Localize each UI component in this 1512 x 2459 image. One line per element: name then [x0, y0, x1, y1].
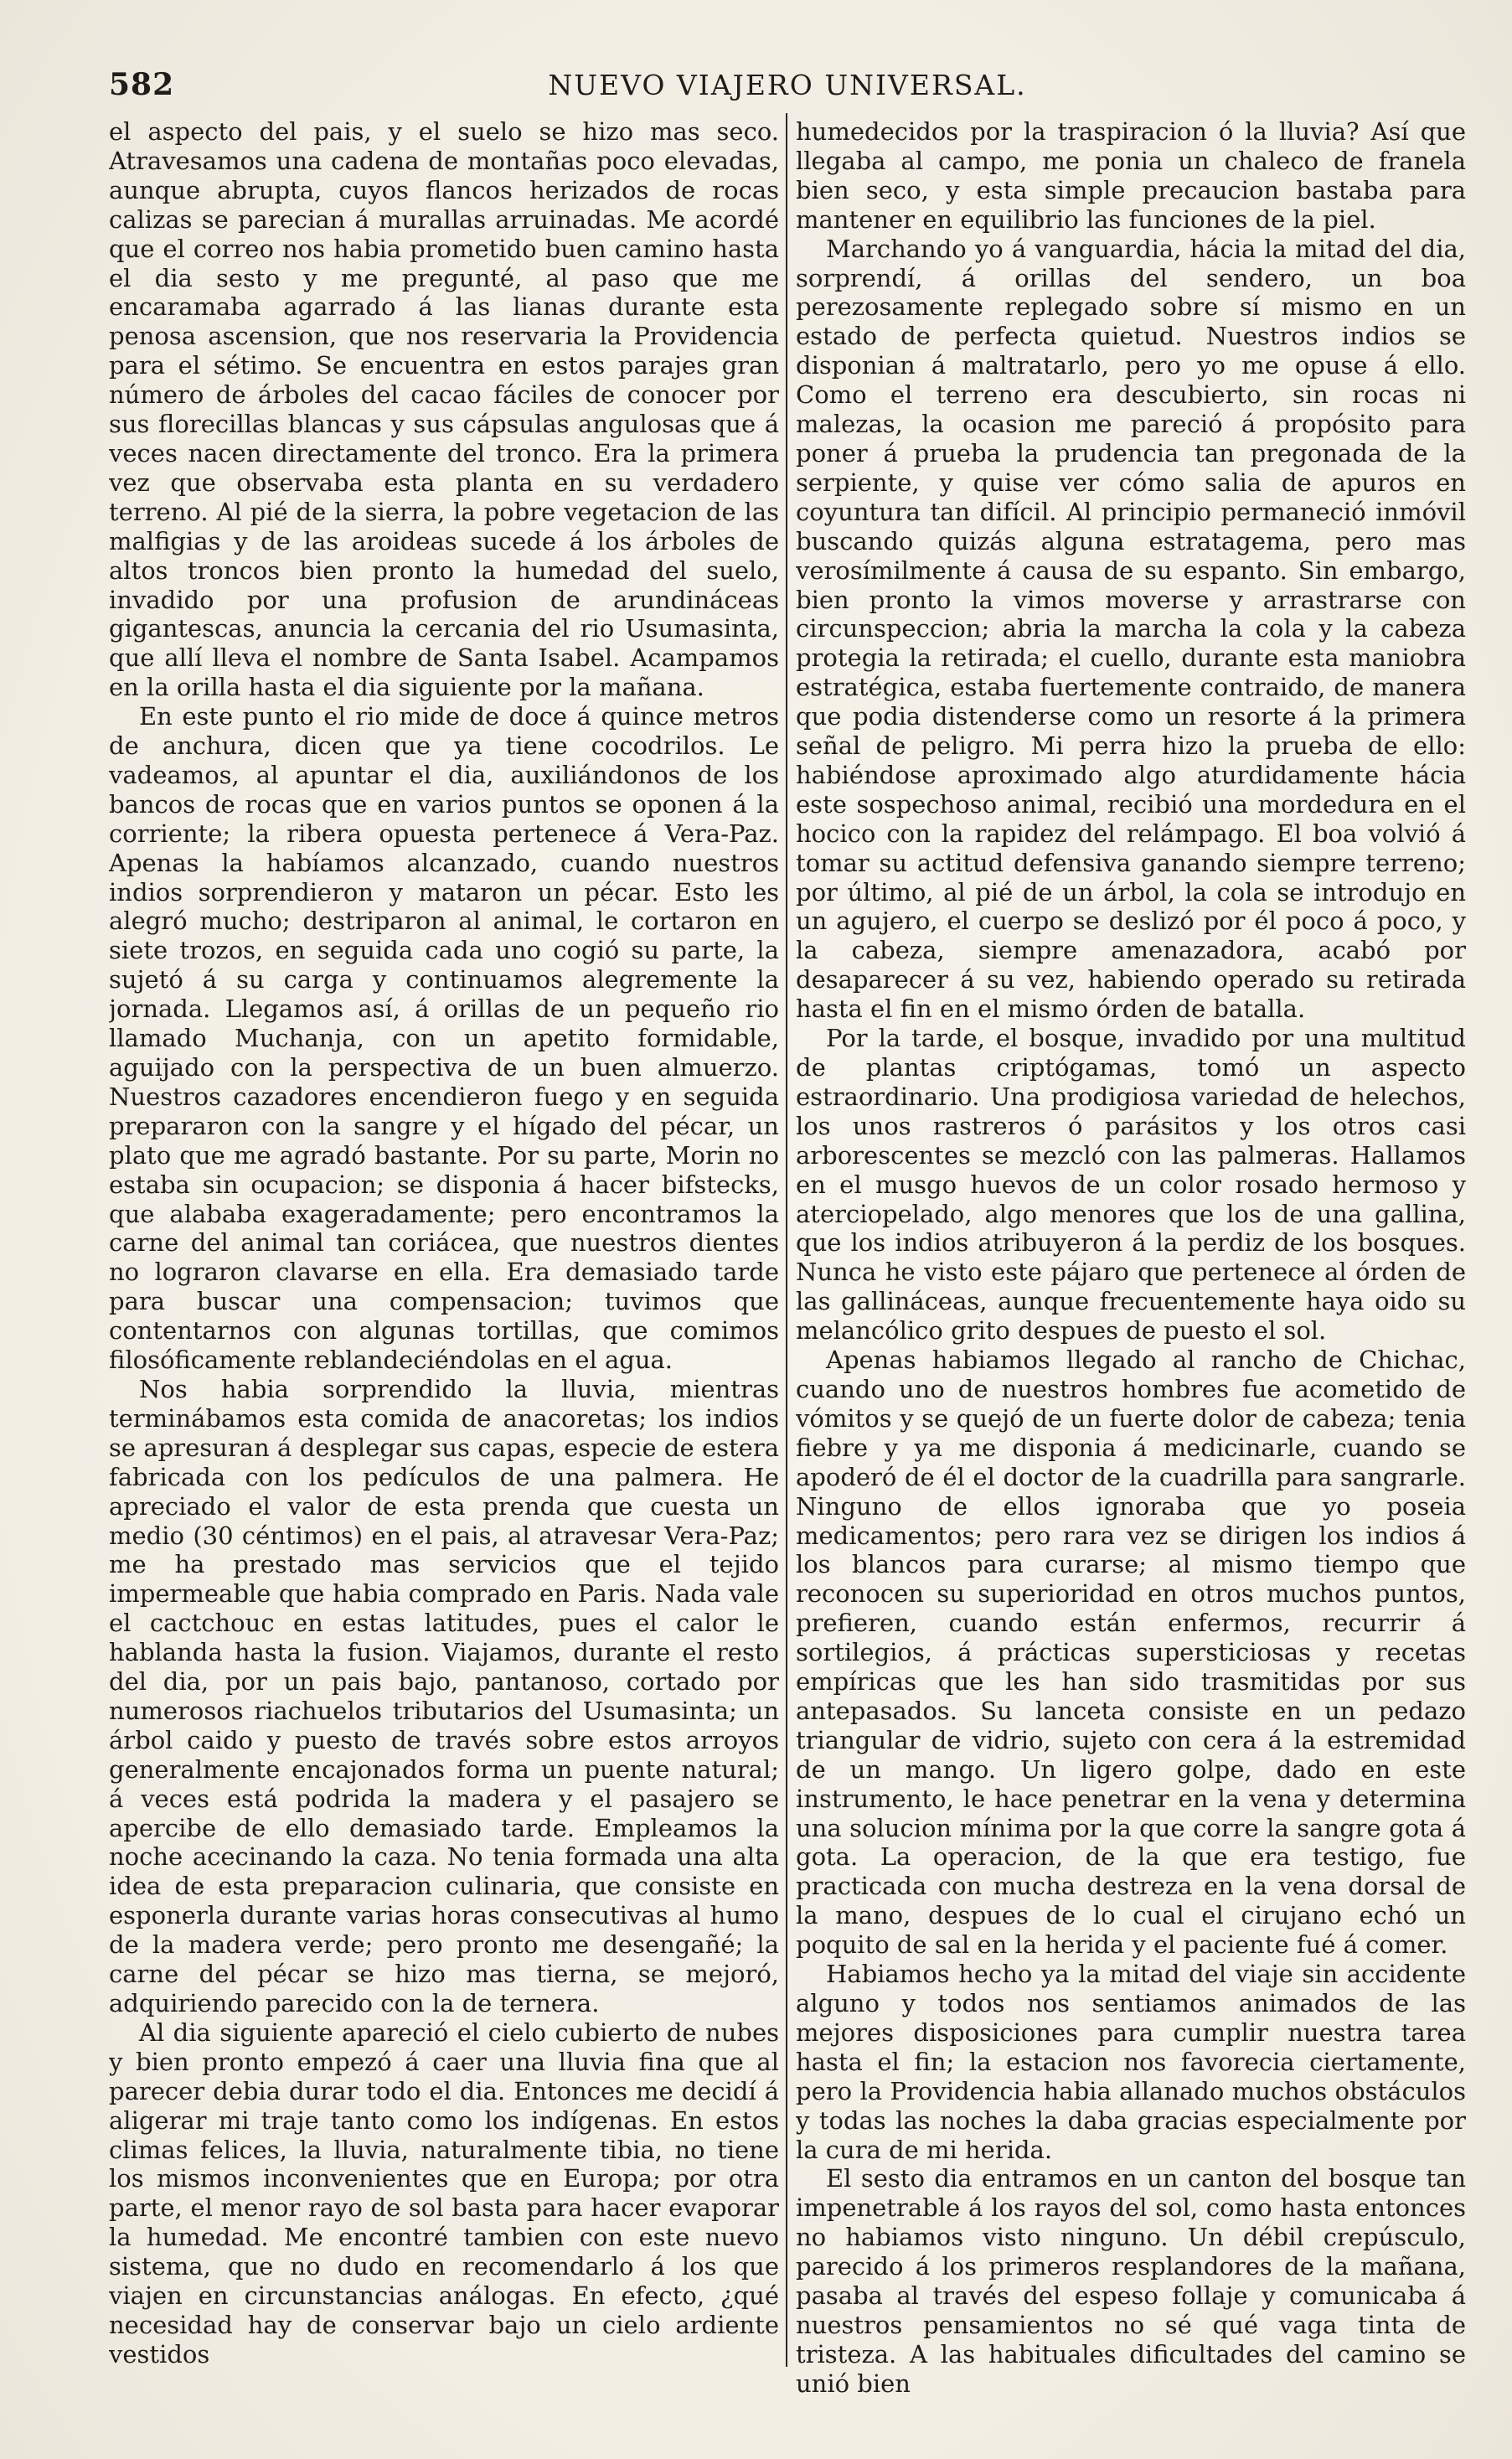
paragraph: Habiamos hecho ya la mitad del viaje sin accidente alguno y todos nos sentiamos animados de las mejores disposiciones para cumplir nuestra tarea hasta el fin; la estacion nos favorecia ciertamente, pero la Providencia habia allanado muchos obstáculos y todas las noches la daba gracias especialmente por la cura de mi herida.	[796, 1960, 1466, 2164]
paragraph: Por la tarde, el bosque, invadido por una multitud de plantas criptógamas, tomó un aspecto estraordinario. Una prodigiosa variedad de helechos, los unos rastreros ó parásitos y los otros casi arborescentes se mezcló con las palmeras. Hallamos en el musgo huevos de un color rosado hermoso y aterciopelado, algo menores que los de una gallina, que los indios atribuyeron á la perdiz de los bosques. Nunca he visto este pájaro que pertenece al órden de las gallináceas, aunque frecuentemente haya oido su melancólico grito despues de puesto el sol.	[796, 1024, 1466, 1346]
column-divider	[786, 113, 787, 2367]
left-column	[109, 117, 779, 2430]
right-column	[796, 117, 1466, 2430]
paragraph: humedecidos por la traspiracion ó la lluvia? Así que llegaba al campo, me ponia un chaleco de franela bien seco, y esta simple precaucion bastaba para mantener en equilibrio las funciones de la piel.	[796, 117, 1466, 234]
paragraph: el aspecto del pais, y el suelo se hizo mas seco. Atravesamos una cadena de montañas poco elevadas, aunque abrupta, cuyos flancos herizados de rocas calizas se parecian á murallas arruinadas. Me acordé que el correo nos habia prometido buen camino hasta el dia sesto y me pregunté, al paso que me encaramaba agarrado á las lianas durante esta penosa ascension, que nos reservaria la Providencia para el sétimo. Se encuentra en estos parajes gran número de árboles del cacao fáciles de conocer por sus florecillas blancas y sus cápsulas angulosas que á veces nacen directamente del tronco. Era la primera vez que observaba esta planta en su verdadero terreno. Al pié de la sierra, la pobre vegetacion de las malfigias y de las aroideas sucede á los árboles de altos troncos bien pronto la humedad del suelo, invadido por una profusion de arundináceas gigantescas, anuncia la cercania del rio Usumasinta, que allí lleva el nombre de Santa Isabel. Acampamos en la orilla hasta el dia siguiente por la mañana.	[109, 117, 779, 702]
paragraph: El sesto dia entramos en un canton del bosque tan impenetrable á los rayos del sol, como hasta entonces no habiamos visto ninguno. Un débil crepúsculo, parecido á los primeros resplandores de la mañana, pasaba al través del espeso follaje y comunicaba á nuestros pensamientos no sé qué vaga tinta de tristeza. A las habituales dificultades del camino se unió bien	[796, 2164, 1466, 2398]
page-number: 582	[109, 67, 175, 102]
paragraph: En este punto el rio mide de doce á quince metros de anchura, dicen que ya tiene cocodrilos. Le vadeamos, al apuntar el dia, auxiliándonos de los bancos de rocas que en varios puntos se oponen á la corriente; la ribera opuesta pertenece á Vera-Paz. Apenas la habíamos alcanzado, cuando nuestros indios sorprendieron y mataron un pécar. Esto les alegró mucho; destriparon al animal, le cortaron en siete trozos, en seguida cada uno cogió su parte, la sujetó á su carga y continuamos alegremente la jornada. Llegamos así, á orillas de un pequeño rio llamado Muchanja, con un apetito formidable, aguijado con la perspectiva de un buen almuerzo. Nuestros cazadores encendieron fuego y en seguida prepararon con la sangre y el hígado del pécar, un plato que me agradó bastante. Por su parte, Morin no estaba sin ocupacion; se disponia á hacer bifstecks, que alababa exageradamente; pero encontramos la carne del animal tan coriácea, que nuestros dientes no lograron clavarse en ella. Era demasiado tarde para buscar una compensacion; tuvimos que contentarnos con algunas tortillas, que comimos filosóficamente reblandeciéndolas en el agua.	[109, 702, 779, 1375]
paragraph: Al dia siguiente apareció el cielo cubierto de nubes y bien pronto empezó á caer una lluvia fina que al parecer debia durar todo el dia. Entonces me decidí á aligerar mi traje tanto como los indígenas. En estos climas felices, la lluvia, naturalmente tibia, no tiene los mismos inconvenientes que en Europa; por otra parte, el menor rayo de sol basta para hacer evaporar la humedad. Me encontré tambien con este nuevo sistema, que no dudo en recomendarlo á los que viajen en circunstancias análogas. En efecto, ¿qué necesidad hay de conservar bajo un cielo ardiente vestidos	[109, 2017, 779, 2369]
paragraph: Nos habia sorprendido la lluvia, mientras terminábamos esta comida de anacoretas; los indios se apresuran á desplegar sus capas, especie de estera fabricada con los pedículos de una palmera. He apreciado el valor de esta prenda que cuesta un medio (30 céntimos) en el pais, al atravesar Vera-Paz; me ha prestado mas servicios que el tejido impermeable que habia comprado en Paris. Nada vale el cactchouc en estas latitudes, pues el calor le hablanda hasta la fusion. Viajamos, durante el resto del dia, por un pais bajo, pantanoso, cortado por numerosos riachuelos tributarios del Usumasinta; un árbol caido y puesto de través sobre estos arroyos generalmente encajonados forma un puente natural; á veces está podrida la madera y el pasajero se apercibe de ello demasiado tarde. Empleamos la noche acecinando la caza. No tenia formada una alta idea de esta preparacion culinaria, que consiste en esponerla durante varias horas consecutivas al humo de la madera verde; pero pronto me desengañé; la carne del pécar se hizo mas tierna, se mejoró, adquiriendo parecido con la de ternera.	[109, 1374, 779, 2017]
running-title: NUEVO VIAJERO UNIVERSAL.	[548, 69, 1027, 101]
page-header	[109, 67, 1466, 111]
paragraph: Marchando yo á vanguardia, hácia la mitad del dia, sorprendí, á orillas del sendero, un boa perezosamente replegado sobre sí mismo en un estado de perfecta quietud. Nuestros indios se disponian á maltratarlo, pero yo me opuse á ello. Como el terreno era descubierto, sin rocas ni malezas, la ocasion me pareció á propósito para poner á prueba la prudencia tan pregonada de la serpiente, y quise ver cómo salia de apuros en coyuntura tan difícil. Al principio permaneció inmóvil buscando quizás alguna estratagema, pero mas verosímilmente á causa de su espanto. Sin embargo, bien pronto la vimos moverse y arrastrarse con circunspeccion; abria la marcha la cola y la cabeza protegia la retirada; el cuello, durante esta maniobra estratégica, estaba fuertemente contraido, de manera que podia distenderse como un resorte á la primera señal de peligro. Mi perra hizo la prueba de ello: habiéndose aproximado algo aturdidamente hácia este sospechoso animal, recibió una mordedura en el hocico con la rapidez del relámpago. El boa volvió á tomar su actitud defensiva ganando siempre terreno; por último, al pié de un árbol, la cola se introdujo en un agujero, el cuerpo se deslizó por él poco á poco, y la cabeza, siempre amenazadora, acabó por desaparecer á su vez, habiendo operado su retirada hasta el fin en el mismo órden de batalla.	[796, 234, 1466, 1024]
paragraph: Apenas habiamos llegado al rancho de Chichac, cuando uno de nuestros hombres fue acometido de vómitos y se quejó de un fuerte dolor de cabeza; tenia fiebre y ya me disponia á medicinarle, cuando se apoderó de él el doctor de la cuadrilla para sangrarle. Ninguno de ellos ignoraba que yo poseia medicamentos; pero rara vez se dirigen los indios á los blancos para curarse; al mismo tiempo que reconocen su superioridad en otros muchos puntos, prefieren, cuando están enfermos, recurrir á sortilegios, á prácticas supersticiosas y recetas empíricas que les han sido trasmitidas por sus antepasados. Su lanceta consiste en un pedazo triangular de vidrio, sujeto con cera á la estremidad de un mango. Un ligero golpe, dado en este instrumento, le hace penetrar en la vena y determina una solucion mínima por la que corre la sangre gota á gota. La operacion, de la que era testigo, fue practicada con mucha destreza en la vena dorsal de la mano, despues de lo cual el cirujano echó un poquito de sal en la herida y el paciente fué á comer.	[796, 1346, 1466, 1960]
